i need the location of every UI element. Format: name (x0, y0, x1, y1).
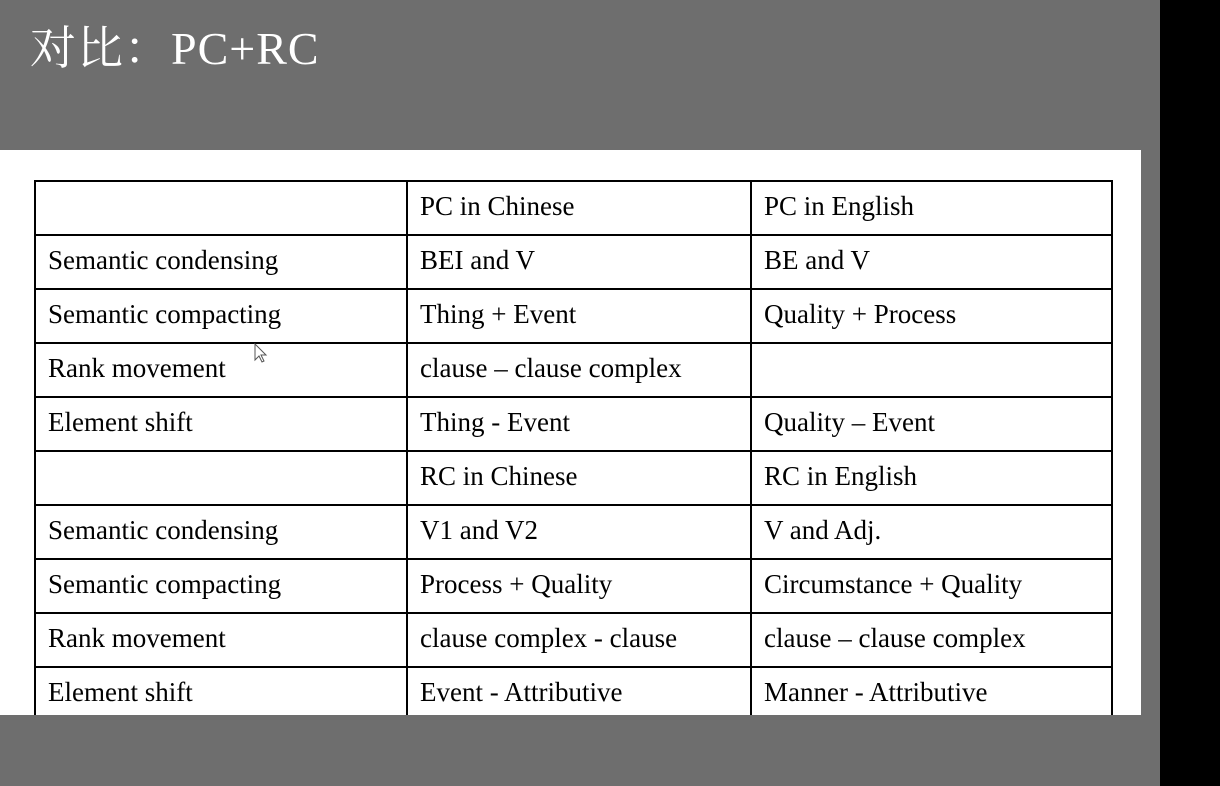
table-row (35, 505, 1112, 559)
table-row (35, 559, 1112, 613)
table-cell-chinese: clause – clause complex (407, 343, 751, 397)
table-cell-chinese: Thing - Event (407, 397, 751, 451)
table-cell-category: Element shift (35, 667, 407, 721)
table-row (35, 235, 1112, 289)
table-cell-chinese: RC in Chinese (407, 451, 751, 505)
table-cell-english: Manner - Attributive (751, 667, 1112, 721)
comparison-table (34, 180, 1113, 722)
table-cell-chinese: BEI and V (407, 235, 751, 289)
table-cell-english (751, 343, 1112, 397)
table-cell-chinese: clause complex - clause (407, 613, 751, 667)
screen-right-letterbox (1160, 0, 1220, 786)
table-row (35, 181, 1112, 235)
table-row (35, 343, 1112, 397)
table-cell-english: Quality + Process (751, 289, 1112, 343)
table-row (35, 667, 1112, 721)
table-cell-category: Element shift (35, 397, 407, 451)
table-body (35, 181, 1112, 721)
table-row (35, 451, 1112, 505)
table-cell-category (35, 451, 407, 505)
table-cell-english: PC in English (751, 181, 1112, 235)
table-cell-english: clause – clause complex (751, 613, 1112, 667)
table-cell-english: BE and V (751, 235, 1112, 289)
table-cell-category: Semantic compacting (35, 559, 407, 613)
page-title: 对比：PC+RC (30, 23, 320, 74)
table-cell-category: Semantic condensing (35, 235, 407, 289)
table-cell-english: Quality – Event (751, 397, 1112, 451)
table-cell-category: Semantic compacting (35, 289, 407, 343)
table-cell-english: Circumstance + Quality (751, 559, 1112, 613)
table-cell-english: RC in English (751, 451, 1112, 505)
table-cell-category: Rank movement (35, 613, 407, 667)
table-cell-chinese: V1 and V2 (407, 505, 751, 559)
slide-bottom-band (0, 715, 1160, 786)
table-cell-category (35, 181, 407, 235)
table-row (35, 397, 1112, 451)
table-cell-category: Rank movement (35, 343, 407, 397)
table-cell-chinese: Event - Attributive (407, 667, 751, 721)
table-panel (0, 150, 1141, 715)
table-cell-chinese: Thing + Event (407, 289, 751, 343)
table-row (35, 613, 1112, 667)
table-cell-chinese: PC in Chinese (407, 181, 751, 235)
table-cell-category: Semantic condensing (35, 505, 407, 559)
table-row (35, 289, 1112, 343)
table-cell-english: V and Adj. (751, 505, 1112, 559)
table-cell-chinese: Process + Quality (407, 559, 751, 613)
